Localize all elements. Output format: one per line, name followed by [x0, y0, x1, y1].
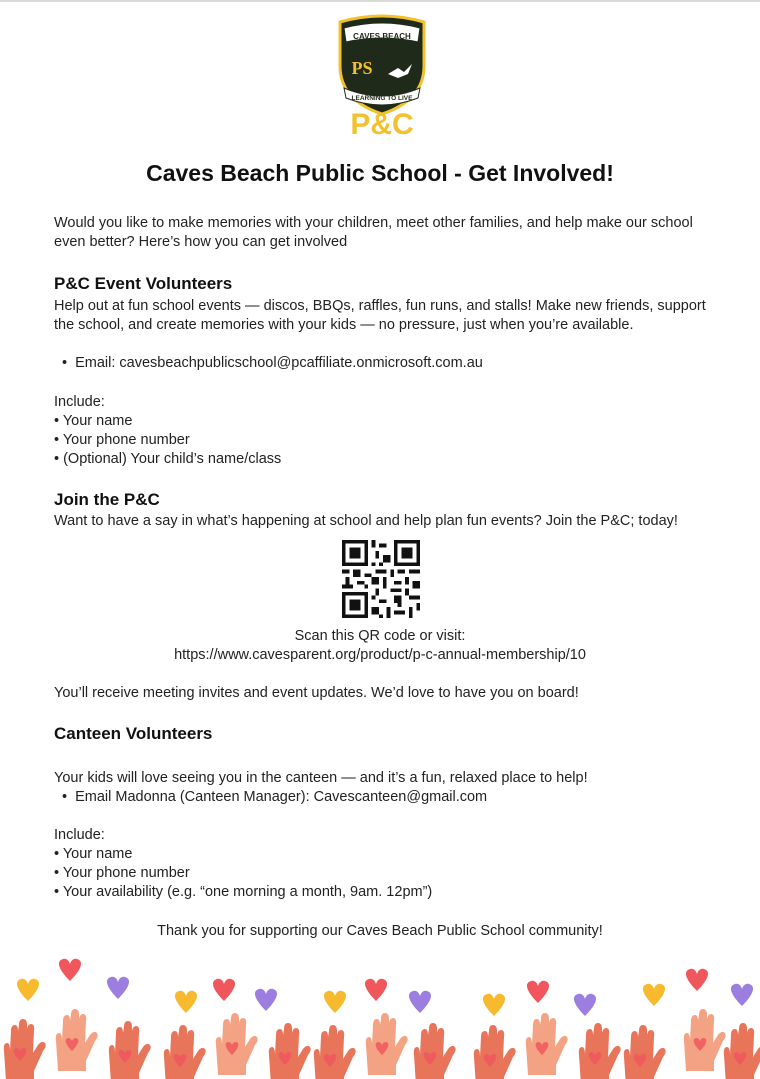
thank-you-text: Thank you for supporting our Caves Beach Public School community!: [157, 923, 603, 939]
event-include-item: • (Optional) Your child’s name/class: [54, 451, 282, 467]
top-border: [0, 0, 760, 2]
membership-url[interactable]: https://www.cavesparent.org/product/p-c-annual-membership/10: [174, 647, 586, 663]
intro-paragraph: Would you like to make memories with your children, meet other families, and help make our school even better? Here’s how you can get involved: [54, 215, 693, 250]
qr-scan-text: Scan this QR code or visit:: [294, 628, 466, 644]
canteen-body: Your kids will love seeing you in the canteen — and it’s a fun, relaxed place to help!: [54, 770, 588, 786]
event-email[interactable]: Email: cavesbeachpublicschool@pcaffiliate.onmicrosoft.com.au: [75, 355, 483, 371]
pc-wordmark: P&C: [350, 108, 414, 138]
event-include-item: • Your phone number: [54, 432, 190, 448]
event-include-item: • Your name: [54, 413, 133, 429]
canteen-heading: Canteen Volunteers: [54, 724, 213, 743]
canteen-email-bullet: [62, 788, 487, 807]
bullet-dot: •: [62, 789, 68, 805]
motto-text: LEARNING TO LIVE: [351, 95, 413, 102]
join-body: Want to have a say in what’s happening at school and help plan fun events? Join the P&C; today!: [54, 513, 678, 529]
join-heading: Join the P&C: [54, 490, 160, 509]
school-pc-logo: [330, 14, 434, 138]
canteen-email[interactable]: Email Madonna (Canteen Manager): Cavescanteen@gmail.com: [75, 789, 488, 805]
event-volunteers-body: Help out at fun school events — discos, BBQs, raffles, fun runs, and stalls! Make new friends, support the school, and create memories with your kids — no pressure, just when you’re available.: [54, 298, 706, 333]
bullet-dot: •: [62, 355, 68, 371]
canteen-include-item: • Your phone number: [54, 865, 190, 881]
monogram-text: PS: [351, 58, 373, 78]
canteen-include-label: Include:: [54, 827, 105, 843]
hands-hearts-footer: [0, 955, 760, 1079]
canteen-include-item: • Your availability (e.g. “one morning a month, 9am. 12pm”): [54, 884, 433, 900]
event-include-label: Include:: [54, 394, 105, 410]
event-email-bullet: [62, 354, 483, 373]
canteen-include-item: • Your name: [54, 846, 133, 862]
qr-code[interactable]: [342, 540, 420, 618]
join-after-text: You’ll receive meeting invites and event updates. We’d love to have you on board!: [54, 685, 579, 701]
page-title: Caves Beach Public School - Get Involved!: [146, 160, 614, 186]
event-volunteers-heading: P&C Event Volunteers: [54, 274, 233, 293]
banner-text: CAVES BEACH: [353, 32, 411, 41]
